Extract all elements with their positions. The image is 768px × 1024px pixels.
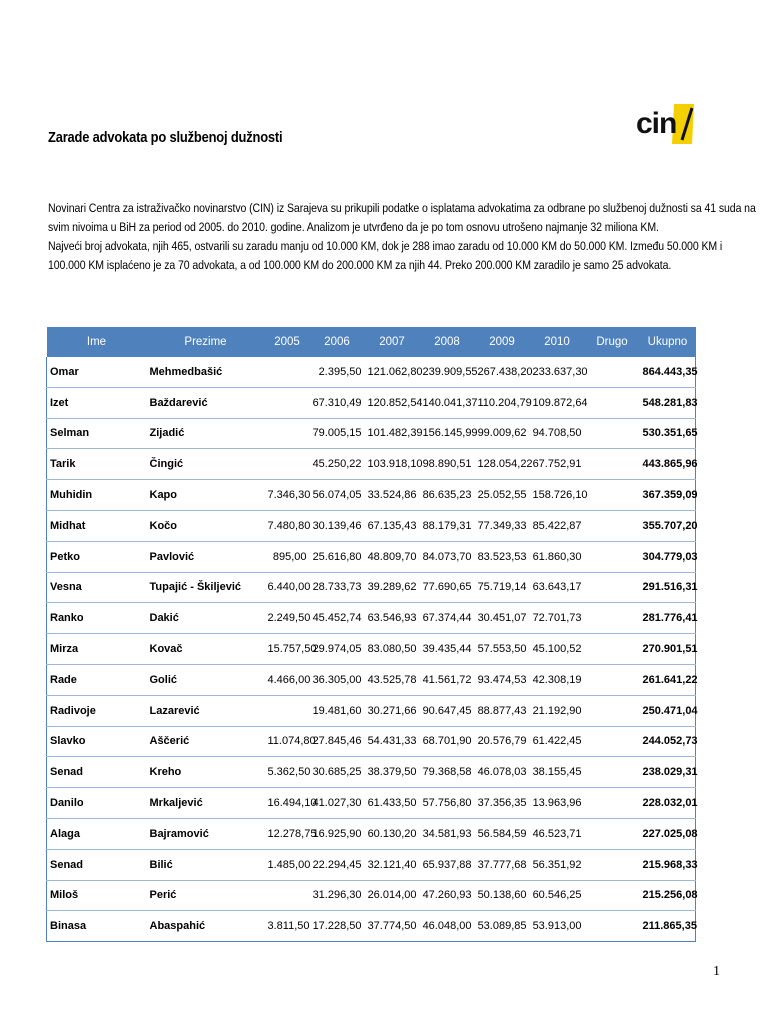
first-name-cell: Ranko — [47, 603, 147, 634]
logo-text: cin — [636, 107, 677, 140]
amount-cell: 67.374,44 — [420, 603, 475, 634]
amount-cell — [585, 357, 640, 387]
table-row — [47, 695, 696, 726]
amount-cell — [585, 387, 640, 418]
amount-cell: 99.009,62 — [475, 418, 530, 449]
amount-cell: 26.014,00 — [365, 880, 420, 911]
first-name-cell: Rade — [47, 664, 147, 695]
amount-cell: 128.054,22 — [475, 449, 530, 480]
amount-cell: 864.443,35 — [640, 357, 696, 387]
amount-cell: 281.776,41 — [640, 603, 696, 634]
amount-cell: 36.305,00 — [310, 664, 365, 695]
amount-cell: 7.346,30 — [265, 480, 310, 511]
first-name-cell: Mirza — [47, 634, 147, 665]
first-name-cell: Slavko — [47, 726, 147, 757]
amount-cell — [585, 880, 640, 911]
amount-cell: 270.901,51 — [640, 634, 696, 665]
amount-cell: 38.379,50 — [365, 757, 420, 788]
amount-cell: 110.204,79 — [475, 387, 530, 418]
amount-cell: 57.553,50 — [475, 634, 530, 665]
table-row — [47, 818, 696, 849]
first-name-cell: Binasa — [47, 911, 147, 942]
first-name-cell: Midhat — [47, 510, 147, 541]
last-name-cell: Kovač — [147, 634, 265, 665]
amount-cell: 30.139,46 — [310, 510, 365, 541]
amount-cell: 228.032,01 — [640, 788, 696, 819]
amount-cell — [585, 480, 640, 511]
amount-cell: 548.281,83 — [640, 387, 696, 418]
table-row — [47, 849, 696, 880]
amount-cell: 39.435,44 — [420, 634, 475, 665]
amount-cell: 46.078,03 — [475, 757, 530, 788]
amount-cell: 48.809,70 — [365, 541, 420, 572]
amount-cell: 37.356,35 — [475, 788, 530, 819]
amount-cell: 156.145,99 — [420, 418, 475, 449]
amount-cell: 83.080,50 — [365, 634, 420, 665]
last-name-cell: Golić — [147, 664, 265, 695]
amount-cell: 29.974,05 — [310, 634, 365, 665]
amount-cell: 19.481,60 — [310, 695, 365, 726]
amount-cell: 45.250,22 — [310, 449, 365, 480]
amount-cell: 79.368,58 — [420, 757, 475, 788]
amount-cell: 1.485,00 — [265, 849, 310, 880]
table-row — [47, 572, 696, 603]
amount-cell: 21.192,90 — [530, 695, 585, 726]
intro-line: 100.000 KM isplaćeno je za 70 advokata, a od 100.000 KM do 200.000 KM za njih 44. Preko 200.000 KM zaradilo je samo 25 advokata. — [48, 258, 672, 272]
amount-cell — [585, 634, 640, 665]
amount-cell: 34.581,93 — [420, 818, 475, 849]
column-header: Ukupno — [640, 327, 696, 357]
amount-cell: 215.968,33 — [640, 849, 696, 880]
amount-cell: 37.777,68 — [475, 849, 530, 880]
amount-cell: 238.029,31 — [640, 757, 696, 788]
last-name-cell: Mehmedbašić — [147, 357, 265, 387]
amount-cell: 56.351,92 — [530, 849, 585, 880]
last-name-cell: Aščerić — [147, 726, 265, 757]
amount-cell: 25.052,55 — [475, 480, 530, 511]
amount-cell: 291.516,31 — [640, 572, 696, 603]
amount-cell: 61.433,50 — [365, 788, 420, 819]
amount-cell: 367.359,09 — [640, 480, 696, 511]
amount-cell: 7.480,80 — [265, 510, 310, 541]
intro-line: svim nivoima u BiH za period od 2005. do 2010. godine. Analizom je utvrđeno da je po tom osnovu utrošeno najmanje 32 miliona KM. — [48, 220, 659, 234]
amount-cell: 530.351,65 — [640, 418, 696, 449]
last-name-cell: Tupajić - Škiljević — [147, 572, 265, 603]
first-name-cell: Omar — [47, 357, 147, 387]
amount-cell: 94.708,50 — [530, 418, 585, 449]
amount-cell: 85.422,87 — [530, 510, 585, 541]
amount-cell — [585, 788, 640, 819]
amount-cell: 103.918,10 — [365, 449, 420, 480]
amount-cell — [265, 357, 310, 387]
page-number: 1 — [713, 964, 720, 979]
amount-cell: 46.523,71 — [530, 818, 585, 849]
amount-cell: 304.779,03 — [640, 541, 696, 572]
amount-cell: 895,00 — [265, 541, 310, 572]
amount-cell: 28.733,73 — [310, 572, 365, 603]
amount-cell: 239.909,55 — [420, 357, 475, 387]
amount-cell — [585, 418, 640, 449]
amount-cell: 77.349,33 — [475, 510, 530, 541]
amount-cell: 67.310,49 — [310, 387, 365, 418]
amount-cell — [585, 695, 640, 726]
table-row — [47, 449, 696, 480]
amount-cell: 83.523,53 — [475, 541, 530, 572]
table-header-row — [47, 327, 696, 357]
amount-cell: 45.100,52 — [530, 634, 585, 665]
amount-cell — [585, 726, 640, 757]
amount-cell: 67.752,91 — [530, 449, 585, 480]
amount-cell: 63.643,17 — [530, 572, 585, 603]
amount-cell: 60.130,20 — [365, 818, 420, 849]
column-header: 2006 — [310, 327, 365, 357]
amount-cell: 443.865,96 — [640, 449, 696, 480]
column-header: 2008 — [420, 327, 475, 357]
amount-cell: 98.890,51 — [420, 449, 475, 480]
amount-cell: 31.296,30 — [310, 880, 365, 911]
amount-cell — [585, 541, 640, 572]
amount-cell: 77.690,65 — [420, 572, 475, 603]
amount-cell: 65.937,88 — [420, 849, 475, 880]
amount-cell: 90.647,45 — [420, 695, 475, 726]
amount-cell: 27.845,46 — [310, 726, 365, 757]
amount-cell: 79.005,15 — [310, 418, 365, 449]
amount-cell: 72.701,73 — [530, 603, 585, 634]
amount-cell — [585, 572, 640, 603]
amount-cell — [585, 603, 640, 634]
amount-cell: 158.726,10 — [530, 480, 585, 511]
amount-cell: 61.860,30 — [530, 541, 585, 572]
last-name-cell: Zijadić — [147, 418, 265, 449]
amount-cell: 37.774,50 — [365, 911, 420, 942]
amount-cell: 2.249,50 — [265, 603, 310, 634]
last-name-cell: Baždarević — [147, 387, 265, 418]
amount-cell: 75.719,14 — [475, 572, 530, 603]
column-header: Prezime — [147, 327, 265, 357]
amount-cell: 2.395,50 — [310, 357, 365, 387]
last-name-cell: Bajramović — [147, 818, 265, 849]
amount-cell: 33.524,86 — [365, 480, 420, 511]
table-row — [47, 387, 696, 418]
amount-cell: 53.089,85 — [475, 911, 530, 942]
table-row — [47, 480, 696, 511]
column-header: Ime — [47, 327, 147, 357]
amount-cell: 5.362,50 — [265, 757, 310, 788]
amount-cell: 86.635,23 — [420, 480, 475, 511]
last-name-cell: Perić — [147, 880, 265, 911]
amount-cell: 22.294,45 — [310, 849, 365, 880]
amount-cell: 227.025,08 — [640, 818, 696, 849]
table-row — [47, 357, 696, 387]
amount-cell: 68.701,90 — [420, 726, 475, 757]
first-name-cell: Vesna — [47, 572, 147, 603]
amount-cell: 43.525,78 — [365, 664, 420, 695]
amount-cell: 211.865,35 — [640, 911, 696, 942]
column-header: 2007 — [365, 327, 420, 357]
amount-cell — [585, 664, 640, 695]
table-row — [47, 880, 696, 911]
column-header: 2005 — [265, 327, 310, 357]
amount-cell — [585, 449, 640, 480]
amount-cell — [585, 757, 640, 788]
amount-cell: 101.482,39 — [365, 418, 420, 449]
amount-cell: 16.925,90 — [310, 818, 365, 849]
first-name-cell: Selman — [47, 418, 147, 449]
amount-cell: 13.963,96 — [530, 788, 585, 819]
amount-cell: 15.757,50 — [265, 634, 310, 665]
table-row — [47, 418, 696, 449]
amount-cell: 30.451,07 — [475, 603, 530, 634]
amount-cell: 54.431,33 — [365, 726, 420, 757]
amount-cell: 233.637,30 — [530, 357, 585, 387]
amount-cell: 109.872,64 — [530, 387, 585, 418]
amount-cell: 3.811,50 — [265, 911, 310, 942]
first-name-cell: Tarik — [47, 449, 147, 480]
last-name-cell: Dakić — [147, 603, 265, 634]
table-row — [47, 911, 696, 942]
amount-cell: 53.913,00 — [530, 911, 585, 942]
intro-line: Najveći broj advokata, njih 465, ostvarili su zaradu manju od 10.000 KM, dok je 288 imao zaradu od 10.000 KM do 50.000 KM. Između 50.000 KM i — [48, 239, 723, 253]
amount-cell: 120.852,54 — [365, 387, 420, 418]
column-header: Drugo — [585, 327, 640, 357]
amount-cell: 47.260,93 — [420, 880, 475, 911]
table-row — [47, 664, 696, 695]
intro-line: Novinari Centra za istraživačko novinarstvo (CIN) iz Sarajeva su prikupili podatke o isplatama advokatima za odbrane po službenoj dužnosti sa 41 suda na — [48, 201, 756, 215]
amount-cell — [585, 849, 640, 880]
amount-cell: 215.256,08 — [640, 880, 696, 911]
amount-cell: 88.179,31 — [420, 510, 475, 541]
page-title: Zarade advokata po službenoj dužnosti — [48, 129, 283, 146]
amount-cell: 244.052,73 — [640, 726, 696, 757]
amount-cell: 11.074,80 — [265, 726, 310, 757]
amount-cell: 60.546,25 — [530, 880, 585, 911]
last-name-cell: Čingić — [147, 449, 265, 480]
column-header: 2010 — [530, 327, 585, 357]
table-row — [47, 603, 696, 634]
first-name-cell: Miloš — [47, 880, 147, 911]
amount-cell: 57.756,80 — [420, 788, 475, 819]
amount-cell: 12.278,75 — [265, 818, 310, 849]
table-row — [47, 510, 696, 541]
last-name-cell: Kapo — [147, 480, 265, 511]
amount-cell — [585, 818, 640, 849]
amount-cell: 42.308,19 — [530, 664, 585, 695]
amount-cell: 61.422,45 — [530, 726, 585, 757]
amount-cell: 140.041,37 — [420, 387, 475, 418]
amount-cell: 45.452,74 — [310, 603, 365, 634]
amount-cell: 63.546,93 — [365, 603, 420, 634]
first-name-cell: Danilo — [47, 788, 147, 819]
amount-cell: 32.121,40 — [365, 849, 420, 880]
last-name-cell: Abaspahić — [147, 911, 265, 942]
amount-cell — [585, 510, 640, 541]
amount-cell: 261.641,22 — [640, 664, 696, 695]
amount-cell: 41.027,30 — [310, 788, 365, 819]
last-name-cell: Bilić — [147, 849, 265, 880]
amount-cell: 16.494,10 — [265, 788, 310, 819]
first-name-cell: Muhidin — [47, 480, 147, 511]
intro-paragraph — [48, 199, 756, 275]
earnings-table — [46, 327, 696, 942]
table-row — [47, 541, 696, 572]
first-name-cell: Senad — [47, 849, 147, 880]
first-name-cell: Senad — [47, 757, 147, 788]
amount-cell: 20.576,79 — [475, 726, 530, 757]
table-row — [47, 726, 696, 757]
amount-cell — [585, 911, 640, 942]
table-row — [47, 788, 696, 819]
amount-cell: 39.289,62 — [365, 572, 420, 603]
first-name-cell: Radivoje — [47, 695, 147, 726]
amount-cell: 67.135,43 — [365, 510, 420, 541]
table-body — [47, 357, 696, 942]
amount-cell: 267.438,20 — [475, 357, 530, 387]
amount-cell — [265, 695, 310, 726]
first-name-cell: Alaga — [47, 818, 147, 849]
last-name-cell: Kočo — [147, 510, 265, 541]
amount-cell: 25.616,80 — [310, 541, 365, 572]
amount-cell: 30.685,25 — [310, 757, 365, 788]
amount-cell: 4.466,00 — [265, 664, 310, 695]
cin-logo — [636, 100, 694, 144]
amount-cell: 88.877,43 — [475, 695, 530, 726]
amount-cell: 56.584,59 — [475, 818, 530, 849]
amount-cell: 93.474,53 — [475, 664, 530, 695]
amount-cell: 17.228,50 — [310, 911, 365, 942]
last-name-cell: Kreho — [147, 757, 265, 788]
last-name-cell: Mrkaljević — [147, 788, 265, 819]
amount-cell: 56.074,05 — [310, 480, 365, 511]
amount-cell: 30.271,66 — [365, 695, 420, 726]
amount-cell: 84.073,70 — [420, 541, 475, 572]
table-row — [47, 634, 696, 665]
table-row — [47, 757, 696, 788]
amount-cell: 46.048,00 — [420, 911, 475, 942]
amount-cell: 250.471,04 — [640, 695, 696, 726]
column-header: 2009 — [475, 327, 530, 357]
amount-cell — [265, 418, 310, 449]
first-name-cell: Izet — [47, 387, 147, 418]
amount-cell: 41.561,72 — [420, 664, 475, 695]
amount-cell: 50.138,60 — [475, 880, 530, 911]
last-name-cell: Lazarević — [147, 695, 265, 726]
amount-cell — [265, 387, 310, 418]
amount-cell — [265, 449, 310, 480]
amount-cell: 6.440,00 — [265, 572, 310, 603]
first-name-cell: Petko — [47, 541, 147, 572]
last-name-cell: Pavlović — [147, 541, 265, 572]
amount-cell: 355.707,20 — [640, 510, 696, 541]
amount-cell — [265, 880, 310, 911]
amount-cell: 38.155,45 — [530, 757, 585, 788]
amount-cell: 121.062,80 — [365, 357, 420, 387]
